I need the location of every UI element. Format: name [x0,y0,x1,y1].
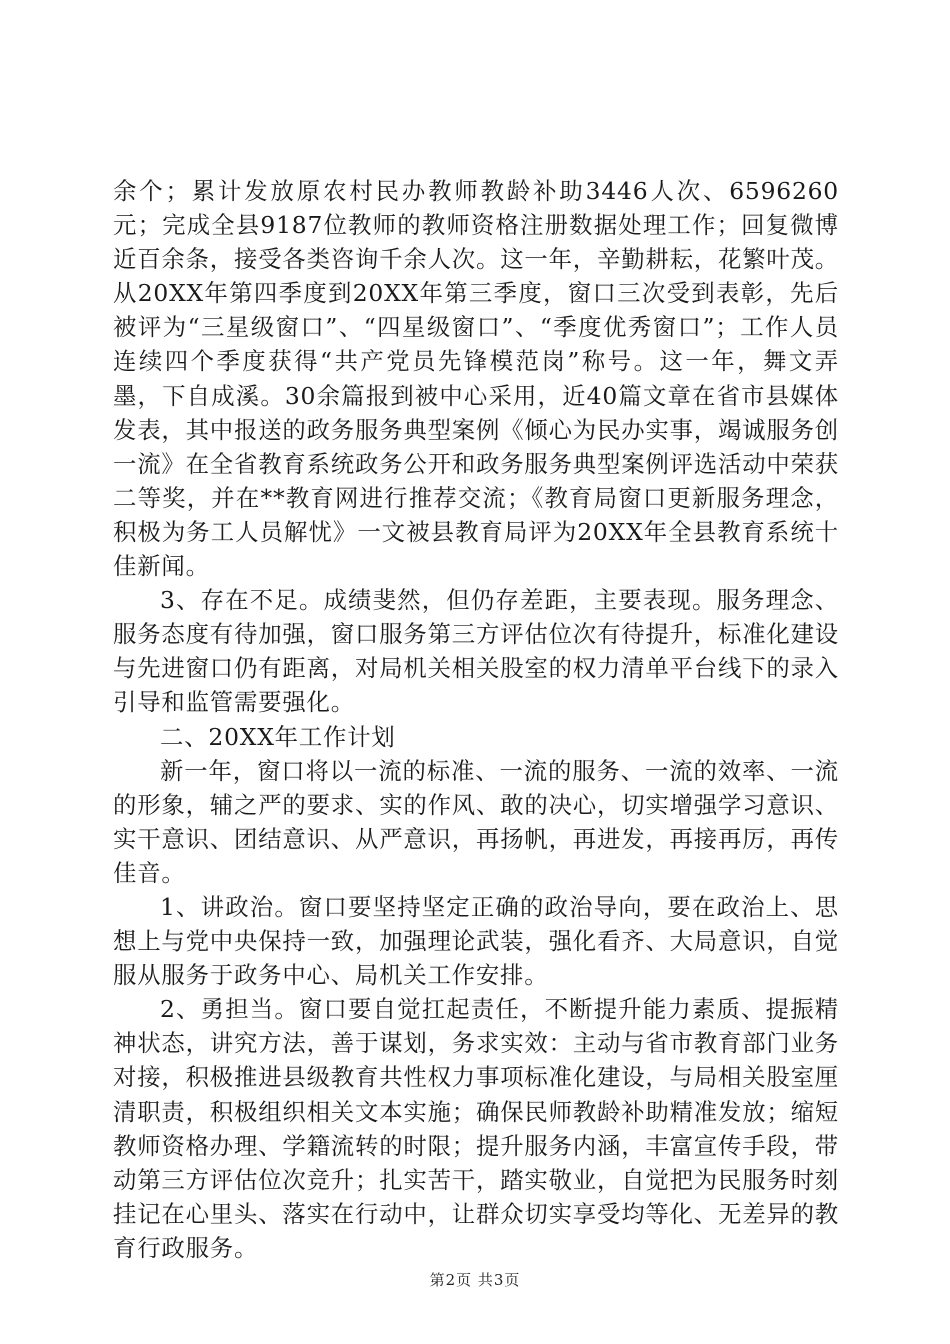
paragraph-continuation: 余个；累计发放原农村民办教师教龄补助3446人次、6596260元；完成全县9187位教师的教师资格注册数据处理工作；回复微博近百余条，接受各类咨询千余人次。这一年，辛勤耕耘，花繁叶茂。从20XX年第四季度到20XX年第三季度，窗口三次受到表彰，先后被评为“三星级窗口”、“四星级窗口”、“季度优秀窗口”；工作人员连续四个季度获得“共产党员先锋模范岗”称号。这一年，舞文弄墨，下自成溪。30余篇报到被中心采用，近40篇文章在省市县媒体发表，其中报送的政务服务典型案例《倾心为民办实事，竭诚服务创一流》在全省教育系统政务公开和政务服务典型案例评选活动中荣获二等奖，并在**教育网进行推荐交流；《教育局窗口更新服务理念，积极为务工人员解忧》一文被县教育局评为20XX年全县教育系统十佳新闻。 [113,177,839,581]
document-body [113,174,839,1265]
paragraph-shortcomings: 3、存在不足。成绩斐然，但仍存差距，主要表现。服务理念、服务态度有待加强，窗口服务第三方评估位次有待提升，标准化建设与先进窗口仍有距离，对局机关相关股室的权力清单平台线下的录入引导和监管需要强化。 [113,586,839,717]
paragraph-politics: 1、讲政治。窗口要坚持坚定正确的政治导向，要在政治上、思想上与党中央保持一致，加强理论武装，强化看齐、大局意识，自觉服从服务于政务中心、局机关工作安排。 [113,892,839,990]
section-heading-work-plan: 二、20XX年工作计划 [160,722,396,751]
paragraph-responsibility: 2、勇担当。窗口要自觉扛起责任，不断提升能力素质、提振精神状态，讲究方法，善于谋划，务求实效：主动与省市教育部门业务对接，积极推进县级教育共性权力事项标准化建设，与局相关股室厘清职责，积极组织相关文本实施；确保民师教龄补助精准发放；缩短教师资格办理、学籍流转的时限；提升服务内涵，丰富宣传手段，带动第三方评估位次竞升；扎实苦干，踏实敬业，自觉把为民服务时刻挂记在心里头、落实在行动中，让群众切实享受均等化、无差异的教育行政服务。 [113,995,839,1262]
paragraph-new-year: 新一年，窗口将以一流的标准、一流的服务、一流的效率、一流的形象，辅之严的要求、实的作风、敢的决心，切实增强学习意识、实干意识、团结意识、从严意识，再扬帆，再进发，再接再厉，再传佳音。 [113,756,839,887]
page-footer: 第2页 共3页 [429,1271,521,1289]
